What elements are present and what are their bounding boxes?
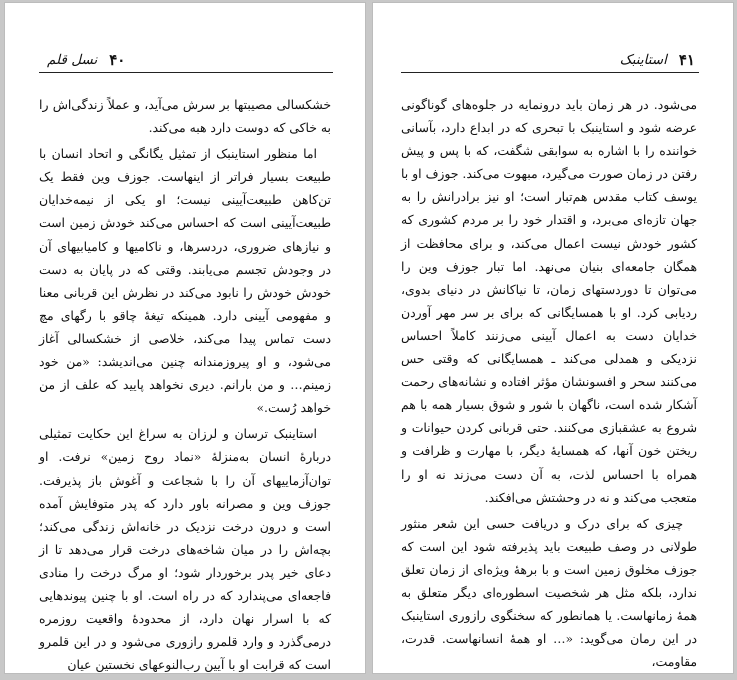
- right-header-rule: [401, 72, 699, 73]
- right-page-number: ۴۱: [678, 51, 695, 69]
- left-running-title: نسل قلم: [47, 52, 98, 68]
- left-page-body: [39, 93, 331, 674]
- right-running-title: استاینبک: [619, 52, 667, 68]
- left-paragraph-3: استاینبک ترسان و لرزان به سراغ این حکایت تمثیلی دربارهٔ انسان به‌منزلهٔ «نماد روح زمین» نرفت. او توان‌آزماییهای آن را با شجاعت و آغوش باز پذیرفت. جوزف وین و مصرانه باور دارد که پدر متوفایش آمده است و درون درخت نزدیک در خانه‌اش زندگی می‌کند؛ بچه‌اش را در میان شاخه‌های درخت قرار می‌دهد تا از دعای خیر پدر برخوردار شود؛ او مرگ درخت را منادی فاجعه‌ای می‌پندارد که در راه است. او با چنین پیوندهایی که با اسرار نهان دارد، از محدودهٔ واقعیت روزمره درمی‌گذرد و وارد قلمرو رازوری می‌شود و در این قلمرو است که قرابت او با آیین رب‌النوعهای نخستین عیان: [39, 426, 331, 673]
- right-page-header: [403, 49, 695, 71]
- right-paragraph-2: چیزی که برای درک و دریافت حسی این شعر منثور طولانی در وصف طبیعت باید پذیرفته شود این است که جوزف مخلوق زمین است و با برههٔ ویژه‌ای از زمان تعلق ندارد، بلکه مثل هر شخصیت اسطوره‌ای دیگر متعلق به همهٔ زمانهاست. یا همانطور که سخنگوی رازوری استاینبک در این رمان می‌گوید: «… او همهٔ انسانهاست. قدرت، مقاومت،: [401, 515, 697, 670]
- left-header-rule: [39, 72, 333, 73]
- right-paragraph-1: می‌شود. در هر زمان باید درونمایه در جلوه‌های گوناگونی عرضه شود و استاینبک با تبحری که در ابداع دارد، بآسانی خواننده را با اشاره به سوابقی شگفت، که با پس و پیش رفتن در زمان صورت می‌گیرد، مبهوت می‌کند. جوزف او با یوسف کتاب مقدس هم‌تبار است؛ او نیز برادرانش را به جهان تازه‌ای می‌برد، و اقتدار خود را بر مردم کشوری که کشور خودش نیست اعمال می‌کند، و برای محافظت از همگان جامعه‌ای بنیان می‌نهد. اما تبار جوزف وین را می‌توان تا دوردستهای زمان، تا نیاکانش در دنیای بدوی، ردیابی کرد. او با همسایگانی که برای بر سر مهر آوردن خدایان دست به اعمال آیینی می‌زنند کاملاً احساس نزدیکی و همدلی می‌کند ـ همسایگانی که وقتی حس می‌کنند سحر و افسونشان مؤثر افتاده و نشانه‌های رحمت آشکار شده است، ناگهان با شور و شوق بسیار همه با هم شروع به عشقبازی می‌کنند. حتی قربانی کردن حیوانات و ریختن خون آنها، که همسایهٔ دیگر، با مهارت و ظرافت و همراه با احساس لذت، به آن دست می‌زند نه او را متعجب می‌کند و نه در وحشتش می‌افکند.: [401, 97, 697, 505]
- left-page-header: [47, 49, 329, 71]
- left-paragraph-2: اما منظور استاینبک از تمثیل یگانگی و اتحاد انسان با طبیعت بسیار فراتر از اینهاست. جوزف وین فقط یک تن‌کاهن طبیعت‌آیینی نیست؛ او یکی از نیمه‌خدایان طبیعت‌آیینی است که احساس می‌کند خودش زمین است و نیازهای ضروری، دردسرها، و ناکامیها و کامیابیهای آن در وجودش تجسم می‌یابند. وقتی که در پایان به دست خودش خودش را نابود می‌کند در نظرش این قربانی معنا و مفهومی آیینی دارد. همینکه تیغهٔ چاقو با رگهای مچ دست تماس پیدا می‌کند، خلاصی از خشکسالی آغاز می‌شود، و او پیروزمندانه چنین می‌اندیشد: «من خود زمینم… و من بارانم. دیری نخواهد پایید که علف از من خواهد رُست.»: [39, 146, 331, 416]
- right-page: [372, 2, 734, 674]
- left-page: [4, 2, 366, 674]
- right-page-body: [401, 93, 697, 674]
- left-paragraph-1: خشکسالی مصیبتها بر سرش می‌آید، و عملاً زندگی‌اش را به خاکی که دوست دارد هبه می‌کند.: [39, 97, 331, 136]
- left-page-number: ۴۰: [109, 51, 126, 69]
